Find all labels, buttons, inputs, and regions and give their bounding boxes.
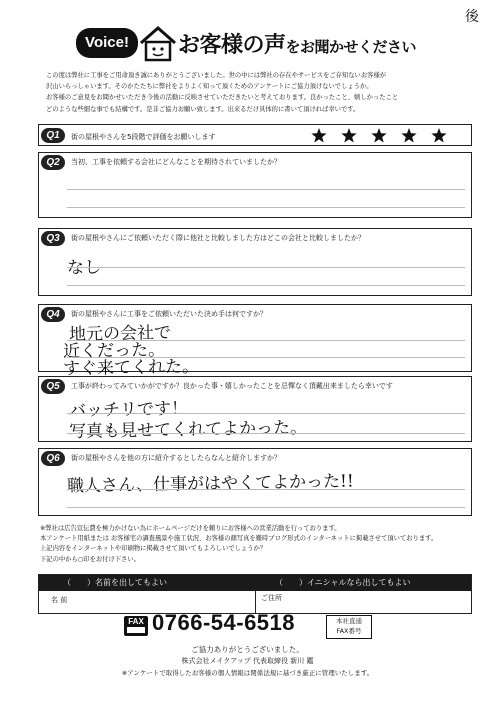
handwritten-answer: すぐ来てくれた。 <box>62 356 200 380</box>
fax-number: 0766-54-6518 <box>152 610 296 635</box>
question-block-q5 <box>38 376 472 442</box>
answer-line <box>67 433 465 434</box>
company-name: 株式会社メイクアップ 代表取締役 新川 鑑 <box>181 657 314 665</box>
star-icon <box>341 128 356 143</box>
question-block-q6 <box>38 448 472 516</box>
page-title <box>178 28 416 59</box>
handwritten-answer: なし <box>66 257 102 279</box>
intro-line: 沢山いらっしゃいます。そのかたたちに弊社をよりよく知って頂くためのアンケートにご協力頂けないでしょうか。 <box>46 83 373 91</box>
fax-icon-paper <box>127 627 145 633</box>
star-icon <box>401 128 416 143</box>
question-label: Q2 <box>41 155 65 170</box>
question-block-q3 <box>38 228 472 296</box>
question-block-q4 <box>38 304 472 380</box>
question-label: Q6 <box>41 451 65 466</box>
question-text: 街の屋根やさんにご依頼いただく際に他社と比較しました方はどこの会社と比較しましたか？ <box>71 234 365 242</box>
handwritten-answer: 地元の会社で <box>68 323 172 345</box>
corner-mark: 後 <box>465 9 479 25</box>
note-line: ※弊社は広告宣伝費を極力かけない為にホームページだけを頼りにお客様への営業活動を行っております。 <box>40 525 341 532</box>
note-line: 本アンケート用紙または お客様宅の調査風景や施工状況、お客様の顔写真を難時ブログ形式のインターネットに掲載させて頂いております。 <box>40 535 438 543</box>
handwritten-answer: バッチリです！ <box>68 398 189 422</box>
question-block-q2 <box>38 152 472 218</box>
question-label: Q4 <box>41 307 65 322</box>
note-line: 下記の中から○印をお付け下さい。 <box>40 555 140 563</box>
publish-options <box>39 575 471 591</box>
notes <box>40 524 480 565</box>
answer-line <box>67 357 465 358</box>
handwritten-answer: 近くだった。 <box>62 340 166 362</box>
star-icon <box>431 128 446 143</box>
option-initial-ok[interactable]: （ ）イニシャルなら出してもよい <box>275 578 411 587</box>
privacy-note: ※アンケートで取得したお客様の個人情報は関係法規に基づき厳正に管理いたします。 <box>121 669 374 677</box>
answer-line <box>67 285 465 286</box>
note-line: 上記内容をインターネットや印刷物に掲載させて頂いてもよろしいでしょうか？ <box>40 545 267 553</box>
voice-badge: Voice! <box>76 28 138 58</box>
rating-stars <box>309 126 459 146</box>
address-label: ご住所 <box>261 594 282 602</box>
answer-line <box>67 507 465 508</box>
house-icon <box>138 24 178 62</box>
fax-icon <box>124 616 148 636</box>
fax-box-line2: FAX番号 <box>336 627 362 635</box>
intro-text <box>40 70 460 115</box>
answer-line <box>67 189 465 190</box>
fax-icon-label: FAX <box>128 617 144 626</box>
answer-line <box>67 340 465 341</box>
answer-line <box>67 413 465 414</box>
option-name-ok[interactable]: （ ）名前を出してもよい <box>63 578 167 587</box>
intro-line: お客様のご意見をお聞かせいただき今後の活動に反映させていただきたいと考えております。良かったこと、嬉しかったこと <box>46 94 399 102</box>
question-block-q1 <box>38 124 472 146</box>
publish-permission-box <box>38 574 472 614</box>
title-small: をお聞かせください <box>285 38 417 56</box>
question-label: Q5 <box>41 379 65 394</box>
question-text: 工事が終わってみていかがですか？良かった事・嬉しかったことを忌憚なく頂戴出来ましたら幸いです <box>71 382 393 390</box>
handwritten-answer: 職人さん、仕事がはやくてよかった!! <box>66 471 354 497</box>
question-text: 街の屋根やさんを他の方に紹介するとしたらなんと紹介しますか？ <box>71 454 281 462</box>
star-icon <box>311 128 326 143</box>
question-label: Q3 <box>41 231 65 246</box>
thanks-text: ご協力ありがとうございました。 <box>191 645 304 654</box>
question-text: 街の屋根やさんに工事をご依頼いただいた決め手は何ですか？ <box>71 310 267 318</box>
fax-box-line1: 本社直通 <box>336 617 362 625</box>
question-text: 街の屋根やさんを5段階で評価をお願いします <box>71 133 216 141</box>
question-label: Q1 <box>41 128 65 143</box>
name-label: 名 前 <box>51 596 68 604</box>
title-main: お客様の声 <box>178 33 286 58</box>
star-icon <box>371 128 386 143</box>
intro-line: この度は弊社に工事をご用命頂き誠にありがとうございました。世の中には弊社の存在やサービスをご存知ないお客様が <box>46 72 387 79</box>
handwritten-answer: 写真も見せてくれてよかった。 <box>68 417 308 443</box>
answer-line <box>67 267 465 268</box>
intro-line: どのような些細な事でも結構です。是非ご協力お願い致します。出来るだけ具体的に書いて頂ければ幸いです。 <box>46 105 360 113</box>
fax-direct-box <box>326 615 372 639</box>
answer-line <box>67 207 465 208</box>
answer-line <box>67 489 465 490</box>
question-text: 当初、工事を依頼する会社にどんなことを期待されていましたか？ <box>71 158 281 166</box>
